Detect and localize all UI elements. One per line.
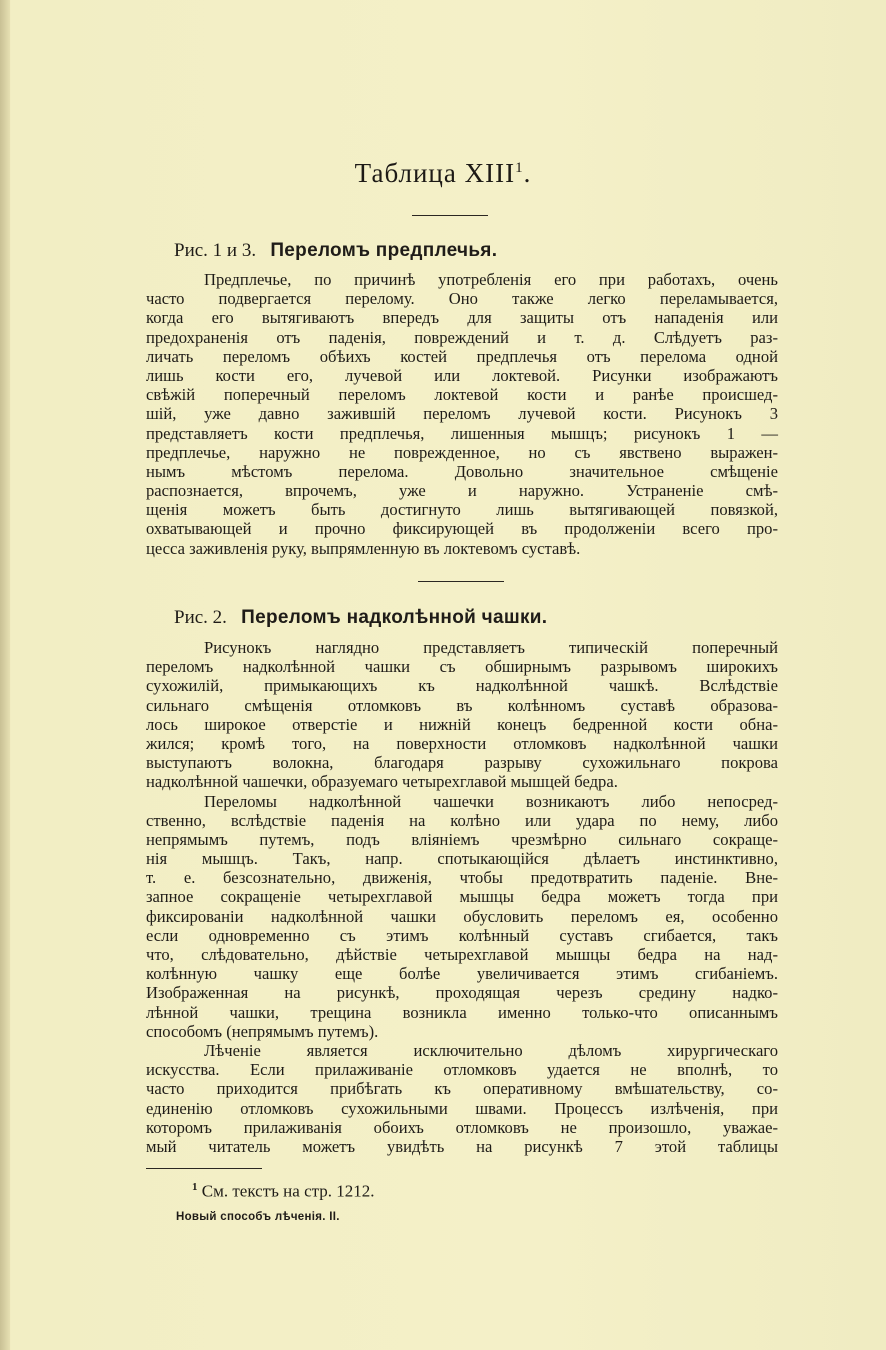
- text-line: Предплечье, по причинѣ употребленія его при работахъ, очень: [204, 270, 778, 289]
- text-line: щенія можетъ быть достигнуто лишь вытягивающей повязкой,: [146, 500, 778, 520]
- title-footnote-mark: 1: [515, 160, 524, 176]
- footnote-divider: [146, 1168, 262, 1169]
- text-line: распознается, впрочемъ, уже и наружно. Устраненіе смѣ-: [146, 481, 778, 501]
- text-line: Переломы надколѣнной чашечки возникаютъ либо непосред-: [204, 791, 778, 811]
- text-line: способомъ (непрямымъ путемъ).: [146, 1021, 379, 1041]
- text-line: шій, уже давно зажившій переломъ лучевой кости. Рисунокъ 3: [146, 404, 778, 424]
- text-line: сильнаго смѣщенія отломковъ въ колѣнномъ суставѣ образова-: [146, 695, 778, 715]
- text-line: предохраненія отъ паденія, повреждений и т. д. Слѣдуетъ раз-: [146, 327, 778, 347]
- text-line: сухожилій, примыкающихъ къ надколѣнной чашкѣ. Вслѣдствіе: [146, 676, 778, 696]
- text-line: цесса заживленія руку, выпрямленную въ локтевомъ суставѣ.: [146, 538, 581, 558]
- footnote-text: См. текстъ на стр. 1212.: [201, 1181, 375, 1201]
- text-line: которомъ прилаживанія обоихъ отломковъ не произошло, уважае-: [146, 1117, 778, 1137]
- footnote-mark: 1: [192, 1181, 198, 1193]
- footnote: [192, 1181, 375, 1202]
- text-line: непрямымъ путемъ, подъ вліяніемъ чрезмѣрно сильнаго сокраще-: [146, 829, 778, 849]
- section2-paragraph: [146, 638, 778, 1156]
- text-line: фиксированіи надколѣнной чашки обусловить переломъ ея, особенно: [146, 906, 778, 926]
- text-line: свѣжій поперечный переломъ локтевой кости и ранѣе происшед-: [146, 385, 778, 405]
- section1-title: Переломъ предплечья.: [270, 240, 498, 261]
- text-line: личать переломъ обѣихъ костей предплечья отъ перелома одной: [146, 346, 778, 366]
- text-line: единенію отломковъ сухожильными швами. Процессъ излѣченія, при: [146, 1098, 778, 1118]
- text-line: часто подвергается перелому. Оно также легко переламывается,: [146, 289, 778, 309]
- text-line: Лѣченіе является исключительно дѣломъ хирургическаго: [204, 1040, 778, 1060]
- text-line: охватывающей и прочно фиксирующей въ продолженіи всего про-: [146, 519, 778, 539]
- text-line: Рисунокъ наглядно представляетъ типическій поперечный: [204, 638, 778, 657]
- text-line: запное сокращеніе четырехглавой мышцы бедра можетъ тогда при: [146, 887, 778, 907]
- signature-line: Новый способъ лѣченія. II.: [176, 1211, 340, 1223]
- text-line: Изображенная на рисункѣ, проходящая черезъ средину надко-: [146, 983, 778, 1003]
- text-line: часто приходится прибѣгать къ оперативному вмѣшательству, со-: [146, 1079, 778, 1099]
- page-binding-edge: [0, 0, 10, 1350]
- text-line: лишь кости его, лучевой или локтевой. Рисунки изображаютъ: [146, 365, 778, 385]
- section2-title: Переломъ надколѣнной чашки.: [241, 607, 548, 628]
- text-line: представляетъ кости предплечья, лишенныя мышцъ; рисунокъ 1 —: [146, 423, 778, 443]
- text-line: мый читатель можетъ увидѣть на рисункѣ 7 этой таблицы: [146, 1136, 778, 1156]
- text-line: выступаютъ волокна, благодаря разрыву сухожильнаго покрова: [146, 753, 778, 773]
- text-line: лось широкое отверстіе и нижній конецъ бедренной кости обна-: [146, 714, 778, 734]
- section-divider: [418, 581, 504, 582]
- text-line: предплечье, наружно не поврежденное, но съ явствено выражен-: [146, 442, 778, 462]
- text-line: лѣнной чашки, трещина возникла именно только-что описаннымъ: [146, 1002, 778, 1022]
- title-divider: [412, 215, 488, 216]
- section1-fig-label: Рис. 1 и 3.: [174, 240, 257, 261]
- page-title: Таблица XIII$^1$.: [354, 158, 532, 188]
- text-line: жился; кромѣ того, на поверхности отломковъ надколѣнной чашки: [146, 733, 778, 753]
- section2-fig-label: Рис. 2.: [174, 607, 227, 628]
- text-line: что, слѣдовательно, дѣйствіе четырехглавой мышцы бедра на над-: [146, 945, 778, 964]
- text-line: нымъ мѣстомъ перелома. Довольно значительное смѣщеніе: [146, 461, 778, 481]
- text-line: надколѣнной чашечки, образуемаго четырехглавой мышцей бедра.: [146, 772, 618, 792]
- text-line: когда его вытягиваютъ впередъ для защиты отъ нападенія или: [146, 308, 778, 328]
- text-line: т. е. безсознательно, движенія, чтобы предотвратить паденіе. Вне-: [146, 868, 778, 888]
- title-text: Таблица XIII: [354, 158, 516, 188]
- section2-heading: [174, 607, 547, 629]
- section1-paragraph: [146, 270, 778, 558]
- text-line: если одновременно съ этимъ колѣнный суставъ сгибается, такъ: [146, 925, 778, 945]
- text-line: колѣнную чашку еще болѣе увеличивается этимъ сгибаніемъ.: [146, 964, 778, 984]
- section1-heading: [174, 240, 497, 262]
- text-line: переломъ надколѣнной чашки съ обширнымъ разрывомъ широкихъ: [146, 657, 778, 677]
- text-line: ственно, вслѣдствіе паденія на колѣно или удара по нему, либо: [146, 810, 778, 830]
- text-line: нія мышцъ. Такъ, напр. спотыкающійся дѣлаетъ инстинктивно,: [146, 849, 778, 869]
- text-line: искусства. Если прилаживаніе отломковъ удается не вполнѣ, то: [146, 1060, 778, 1080]
